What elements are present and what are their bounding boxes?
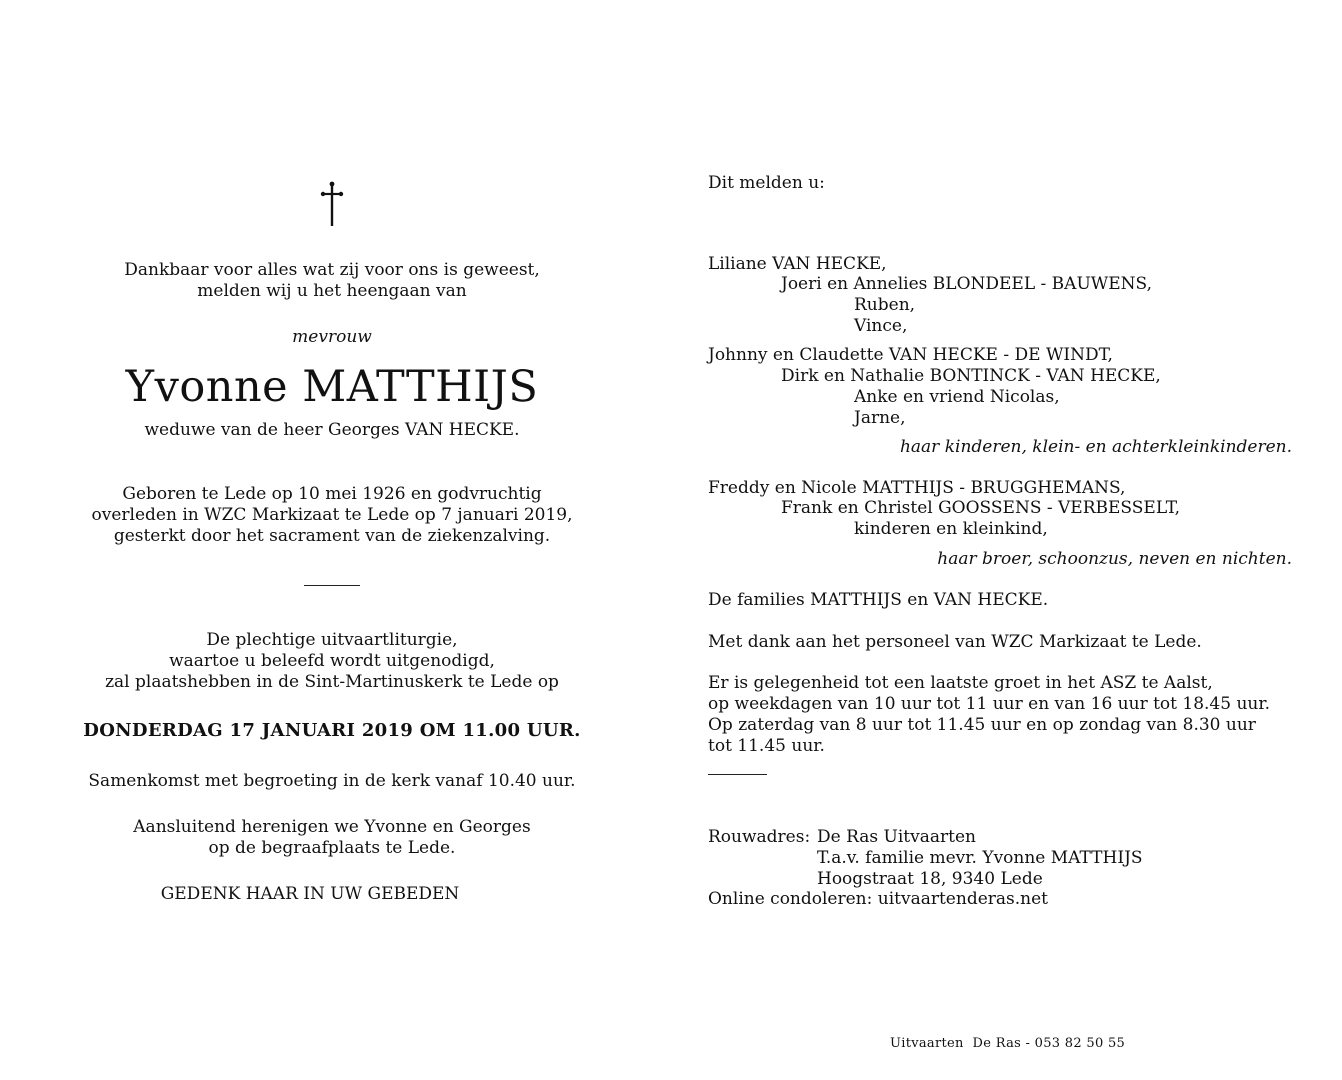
family-member: Dirk en Nathalie BONTINCK - VAN HECKE, — [781, 366, 1161, 386]
birth-death-line-1: Geboren te Lede op 10 mei 1926 en godvruchtig — [122, 484, 542, 504]
birth-death-line-3: gesterkt door het sacrament van de ziekenzalving. — [113, 526, 551, 546]
family-member: Johnny en Claudette VAN HECKE - DE WINDT, — [708, 345, 1113, 365]
family-member: kinderen en kleinkind, — [854, 519, 1048, 539]
relation-line-1: haar kinderen, klein- en achterkleinkinderen. — [899, 437, 1292, 457]
viewing-line-2: op weekdagen van 10 uur tot 11 uur en van 16 uur tot 18.45 uur. — [708, 694, 1271, 714]
family-member: Freddy en Nicole MATTHIJS - BRUGGHEMANS, — [708, 478, 1126, 498]
viewing-line-4: tot 11.45 uur. — [708, 736, 825, 756]
families-line: De families MATTHIJS en VAN HECKE. — [708, 590, 1049, 610]
family-member: Ruben, — [854, 295, 916, 315]
family-member: Jarne, — [854, 408, 906, 428]
intro-line-2: melden wij u het heengaan van — [197, 281, 467, 301]
address-line: De Ras Uitvaarten — [817, 827, 976, 847]
online-condolence: Online condoleren: uitvaartenderas.net — [708, 889, 1048, 909]
viewing-line-3: Op zaterdag van 8 uur tot 11.45 uur en op zondag van 8.30 uur — [708, 715, 1256, 735]
family-member: Joeri en Annelies BLONDEEL - BAUWENS, — [781, 274, 1152, 294]
funeral-date: DONDERDAG 17 JANUARI 2019 OM 11.00 UUR. — [83, 720, 581, 741]
footer-credit: Uitvaarten De Ras - 053 82 50 55 — [890, 1036, 1126, 1051]
announcer-header: Dit melden u: — [708, 173, 825, 193]
burial-line-1: Aansluitend herenigen we Yvonne en Georges — [133, 817, 531, 837]
address-line: Hoogstraat 18, 9340 Lede — [817, 869, 1043, 889]
salutation: mevrouw — [292, 327, 372, 347]
family-member: Liliane VAN HECKE, — [708, 254, 887, 274]
family-member: Frank en Christel GOOSSENS - VERBESSELT, — [781, 498, 1180, 518]
birth-death-line-2: overleden in WZC Markizaat te Lede op 7 januari 2019, — [91, 505, 573, 525]
address-line: T.a.v. familie mevr. Yvonne MATTHIJS — [817, 848, 1143, 868]
thanks-line: Met dank aan het personeel van WZC Markizaat te Lede. — [708, 632, 1202, 652]
divider — [708, 774, 767, 775]
address-label: Rouwadres: — [708, 827, 811, 847]
viewing-line-1: Er is gelegenheid tot een laatste groet in het ASZ te Aalst, — [708, 673, 1213, 693]
intro-line-1: Dankbaar voor alles wat zij voor ons is geweest, — [124, 260, 540, 280]
remember-line: GEDENK HAAR IN UW GEBEDEN — [160, 884, 460, 904]
divider — [304, 585, 360, 586]
family-member: Vince, — [854, 316, 908, 336]
funeral-line-3: zal plaatshebben in de Sint-Martinuskerk te Lede op — [105, 672, 559, 692]
widow-line: weduwe van de heer Georges VAN HECKE. — [144, 420, 520, 440]
funeral-line-2: waartoe u beleefd wordt uitgenodigd, — [169, 651, 495, 671]
gathering-line: Samenkomst met begroeting in de kerk vanaf 10.40 uur. — [88, 771, 576, 791]
funeral-line-1: De plechtige uitvaartliturgie, — [206, 630, 458, 650]
relation-line-2: haar broer, schoonzus, neven en nichten. — [937, 549, 1292, 569]
burial-line-2: op de begraafplaats te Lede. — [208, 838, 456, 858]
deceased-name: Yvonne MATTHIJS — [125, 362, 539, 412]
family-member: Anke en vriend Nicolas, — [854, 387, 1060, 407]
cross-icon — [319, 180, 345, 228]
